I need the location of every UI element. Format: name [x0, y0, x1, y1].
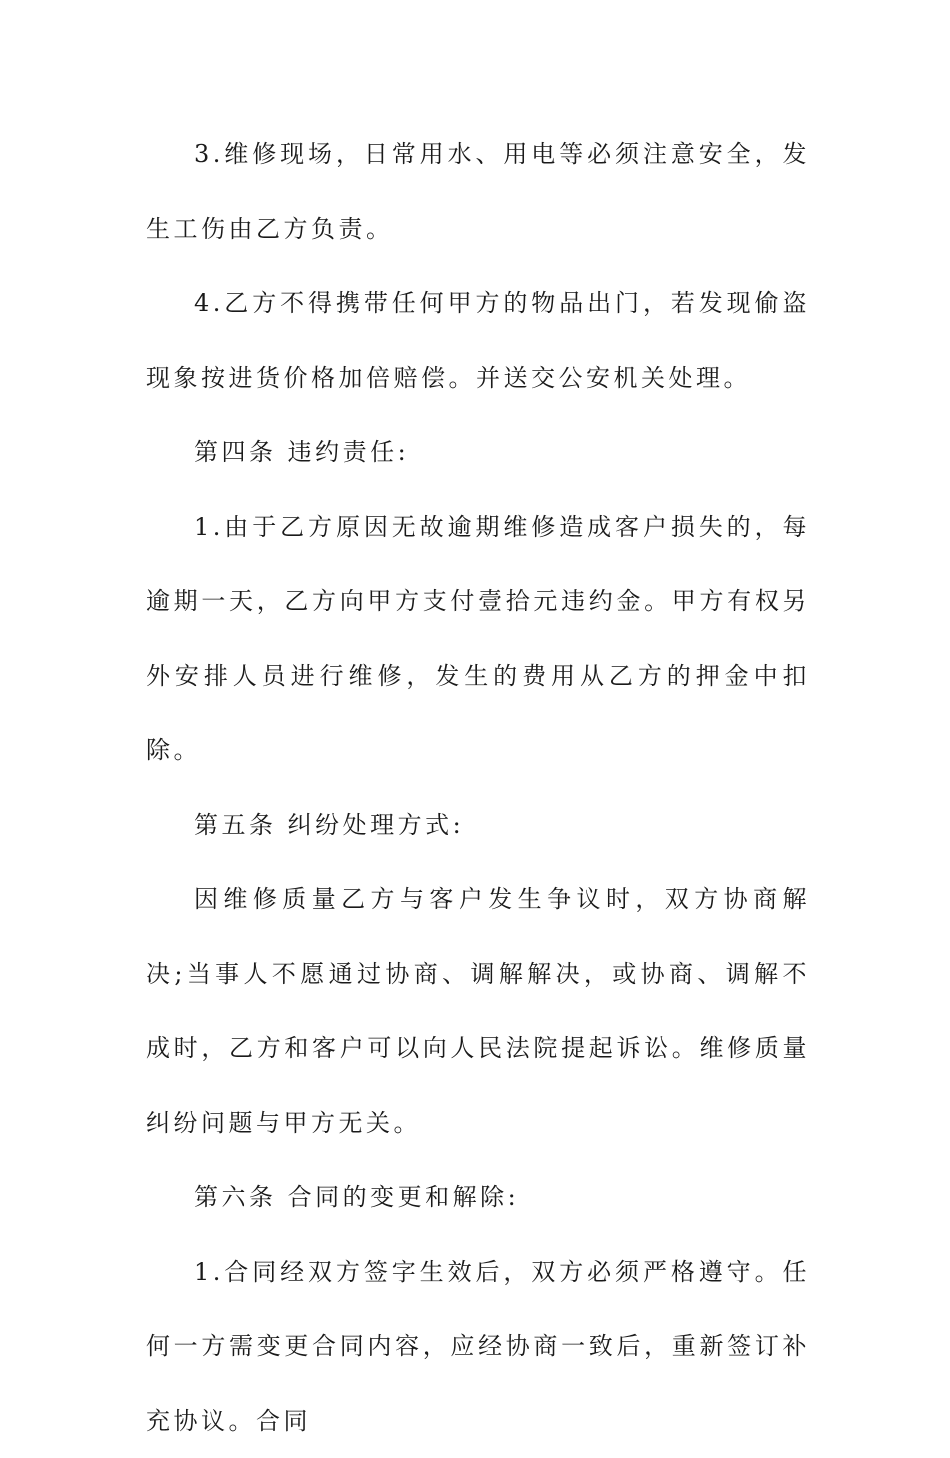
article-6-heading: 第六条 合同的变更和解除: — [146, 1160, 810, 1235]
article-6-clause-1: 1.合同经双方签字生效后，双方必须严格遵守。任何一方需变更合同内容，应经协商一致后，重新签订补充协议。合同 — [146, 1235, 810, 1458]
article-5-body: 因维修质量乙方与客户发生争议时，双方协商解决;当事人不愿通过协商、调解解决，或协商、调解不成时，乙方和客户可以向人民法院提起诉讼。维修质量纠纷问题与甲方无关。 — [146, 862, 810, 1160]
document-body — [146, 117, 810, 1458]
article-5-heading: 第五条 纠纷处理方式: — [146, 788, 810, 863]
clause-4-no-removal-of-goods: 4.乙方不得携带任何甲方的物品出门，若发现偷盗现象按进货价格加倍赔偿。并送交公安机关处理。 — [146, 266, 810, 415]
clause-3-site-safety: 3.维修现场，日常用水、用电等必须注意安全，发生工伤由乙方负责。 — [146, 117, 810, 266]
article-4-heading: 第四条 违约责任: — [146, 415, 810, 490]
article-4-clause-1: 1.由于乙方原因无故逾期维修造成客户损失的，每逾期一天，乙方向甲方支付壹拾元违约金。甲方有权另外安排人员进行维修，发生的费用从乙方的押金中扣除。 — [146, 490, 810, 788]
